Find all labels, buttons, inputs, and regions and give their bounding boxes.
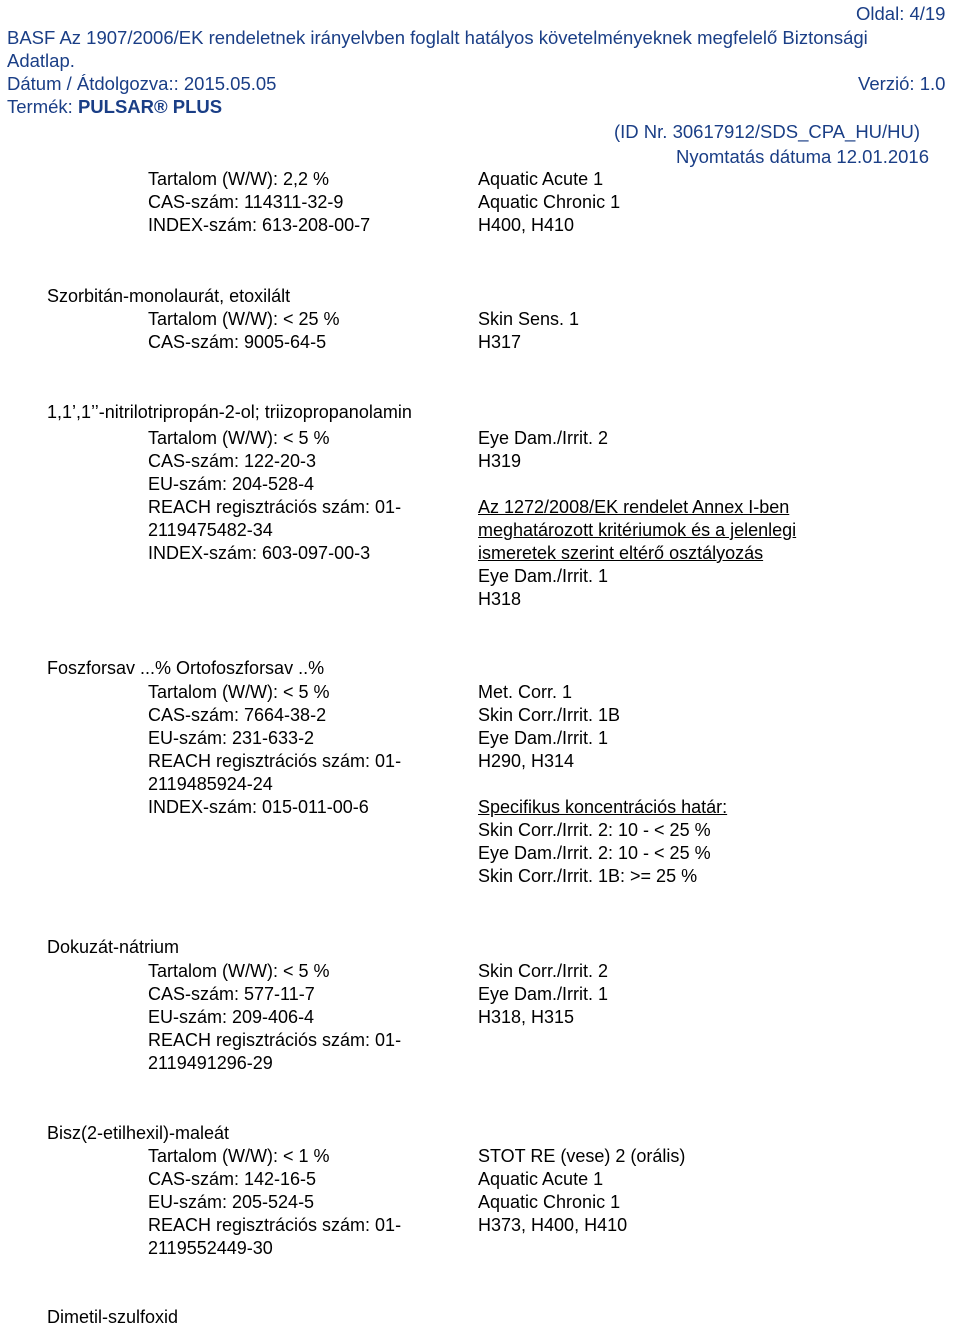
left-line: 2119475482-34	[148, 520, 273, 540]
right-line: Skin Corr./Irrit. 1B	[478, 705, 621, 725]
left-line: 2119485924-24	[148, 774, 273, 794]
right-line: H373, H400, H410	[478, 1215, 628, 1235]
right-line: H400, H410	[478, 215, 575, 235]
right-line: Aquatic Acute 1	[478, 169, 604, 189]
right-line: Aquatic Chronic 1	[478, 1192, 621, 1212]
left-line: Tartalom (W/W): < 5 %	[148, 428, 330, 448]
substance-name: Szorbitán-monolaurát, etoxilált	[47, 286, 291, 306]
left-line: CAS-szám: 122-20-3	[148, 451, 317, 471]
right-line: H317	[478, 332, 522, 352]
right-line: Aquatic Acute 1	[478, 1169, 604, 1189]
right-line: Skin Sens. 1	[478, 309, 580, 329]
substance-name: Bisz(2-etilhexil)-maleát	[47, 1123, 230, 1143]
right-line: Met. Corr. 1	[478, 682, 573, 702]
right-line: H318	[478, 589, 522, 609]
id-number: (ID Nr. 30617912/SDS_CPA_HU/HU)	[614, 121, 921, 142]
right-line: H318, H315	[478, 1007, 575, 1027]
left-line: Tartalom (W/W): 2,2 %	[148, 169, 330, 189]
page-number: Oldal: 4/19	[856, 3, 946, 24]
product-line	[7, 95, 222, 118]
product-suffix: PLUS	[167, 96, 223, 117]
left-line: REACH regisztrációs szám: 01-	[148, 497, 402, 517]
right-line: Skin Corr./Irrit. 2: 10 - < 25 %	[478, 820, 711, 840]
substance-name: Dimetil-szulfoxid	[47, 1307, 179, 1327]
print-date: Nyomtatás dátuma 12.01.2016	[676, 146, 929, 167]
left-line: 2119491296-29	[148, 1053, 273, 1073]
right-line-underlined: ismeretek szerint eltérő osztályozás	[478, 543, 764, 563]
right-line-underlined: Az 1272/2008/EK rendelet Annex I-ben	[478, 497, 790, 517]
product-prefix: Termék:	[7, 96, 78, 117]
right-line: Eye Dam./Irrit. 1	[478, 728, 609, 748]
left-line: EU-szám: 204-528-4	[148, 474, 315, 494]
left-line: EU-szám: 231-633-2	[148, 728, 315, 748]
left-line: REACH regisztrációs szám: 01-	[148, 1030, 402, 1050]
left-line: CAS-szám: 142-16-5	[148, 1169, 317, 1189]
right-line: H290, H314	[478, 751, 575, 771]
left-line: CAS-szám: 577-11-7	[148, 984, 315, 1004]
right-line-underlined: Specifikus koncentrációs határ:	[478, 797, 728, 817]
revision-date: Dátum / Átdolgozva:: 2015.05.05	[7, 73, 277, 94]
product-name: PULSAR	[77, 96, 154, 117]
right-line: Eye Dam./Irrit. 1	[478, 566, 609, 586]
left-line: CAS-szám: 9005-64-5	[148, 332, 327, 352]
left-line: Tartalom (W/W): < 5 %	[148, 961, 330, 981]
left-line: INDEX-szám: 603-097-00-3	[148, 543, 371, 563]
document-title-line-1: BASF Az 1907/2006/EK rendeletnek irányelvben foglalt hatályos követelményeknek megfelelő Biztonsági	[7, 27, 868, 48]
left-line: INDEX-szám: 015-011-00-6	[148, 797, 369, 817]
right-line: Aquatic Chronic 1	[478, 192, 621, 212]
right-line-underlined: meghatározott kritériumok és a jelenlegi	[478, 520, 797, 540]
left-line: Tartalom (W/W): < 5 %	[148, 682, 330, 702]
right-line: Eye Dam./Irrit. 2: 10 - < 25 %	[478, 843, 711, 863]
left-line: Tartalom (W/W): < 25 %	[148, 309, 340, 329]
left-line: EU-szám: 205-524-5	[148, 1192, 315, 1212]
left-line: CAS-szám: 7664-38-2	[148, 705, 327, 725]
right-line: Skin Corr./Irrit. 2	[478, 961, 609, 981]
right-line: Eye Dam./Irrit. 2	[478, 428, 609, 448]
left-line: REACH regisztrációs szám: 01-	[148, 751, 402, 771]
document-title-line-2: Adatlap.	[7, 50, 75, 71]
substance-name: 1,1’,1’’-nitrilotripropán-2-ol; triizopropanolamin	[47, 402, 412, 422]
right-line: STOT RE (vese) 2 (orális)	[478, 1146, 686, 1166]
right-line: Skin Corr./Irrit. 1B: >= 25 %	[478, 866, 698, 886]
left-line: INDEX-szám: 613-208-00-7	[148, 215, 371, 235]
right-line: Eye Dam./Irrit. 1	[478, 984, 609, 1004]
substance-name: Foszforsav ...% Ortofoszforsav ..%	[47, 658, 325, 678]
substance-name: Dokuzát-nátrium	[47, 937, 180, 957]
left-line: EU-szám: 209-406-4	[148, 1007, 315, 1027]
left-line: 2119552449-30	[148, 1238, 273, 1258]
registered-mark: ®	[154, 96, 168, 117]
left-line: REACH regisztrációs szám: 01-	[148, 1215, 402, 1235]
right-line: H319	[478, 451, 522, 471]
left-line: CAS-szám: 114311-32-9	[148, 192, 344, 212]
version: Verzió: 1.0	[858, 73, 946, 94]
left-line: Tartalom (W/W): < 1 %	[148, 1146, 330, 1166]
